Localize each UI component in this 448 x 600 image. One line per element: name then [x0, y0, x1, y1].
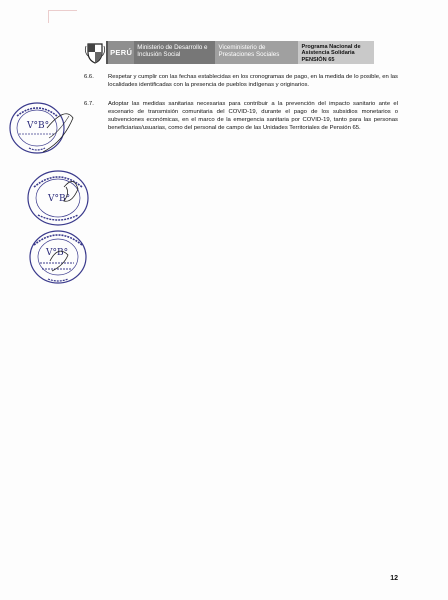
item-text: Adoptar las medidas sanitarias necesarias para contribuir a la prevención del impacto sanitario ante el escenario de transmisión comunitaria del COVID-19, durante el pago de los subsidios monetarios o subvenciones económicas, en el marco de la emergencia sanitaria por COVID-19, tanto para las personas beneficiarias/usuarias, como del personal de campo de las Unidades Territoriales de Pensión 65.	[108, 101, 398, 131]
svg-text:V°B°: V°B°	[27, 121, 50, 131]
list-item	[84, 73, 398, 89]
peru-label: PERÚ	[106, 41, 134, 64]
coat-of-arms-icon	[84, 41, 106, 64]
program-label: Programa Nacional de Asistencia Solidaria PENSIÓN 65	[298, 41, 374, 64]
list-item	[84, 100, 398, 132]
page-number: 12	[390, 575, 398, 582]
approval-stamp	[5, 98, 77, 163]
approval-stamp	[20, 225, 90, 292]
svg-text:V°B°: V°B°	[48, 194, 71, 204]
item-number: 6.7.	[84, 101, 94, 107]
item-number: 6.6.	[84, 74, 94, 80]
corner-mark	[48, 10, 77, 23]
svg-text:V°B°: V°B°	[46, 248, 69, 258]
ministry-label: Ministerio de Desarrollo e Inclusión Social	[134, 41, 215, 64]
institutional-header	[84, 41, 374, 64]
approval-stamp	[24, 167, 92, 234]
vice-ministry-label: Viceministerio de Prestaciones Sociales	[215, 41, 298, 64]
item-text: Respetar y cumplir con las fechas establecidas en los cronogramas de pago, en la medida de lo posible, en las localidades identificadas con la presencia de pueblos indígenas y originarios.	[108, 74, 398, 88]
